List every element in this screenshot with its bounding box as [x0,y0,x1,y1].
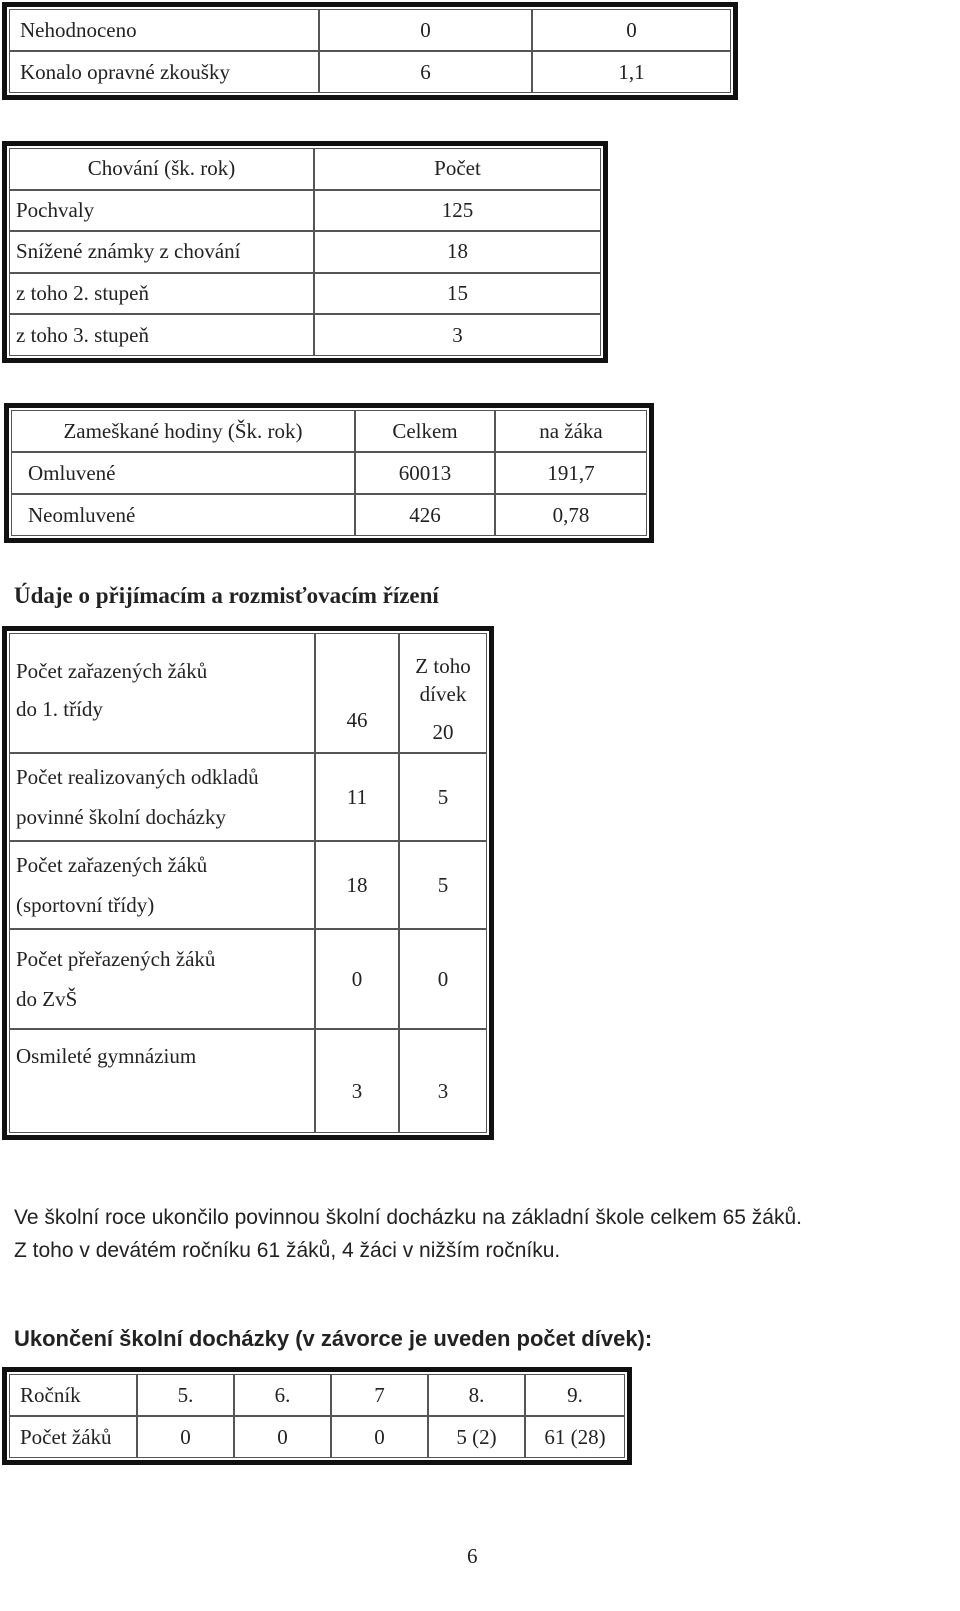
row-count: 125 [314,190,601,232]
girls-count: 20 [432,720,454,744]
row-header-cell: Ročník [9,1374,137,1416]
header-per: na žáka [495,410,647,452]
label-line: Počet přeřazených žáků [16,947,216,971]
label-line: Počet zařazených žáků [16,853,208,877]
row-label: z toho 2. stupeň [9,273,314,315]
header-label: Chování (šk. rok) [9,148,314,190]
absence-table [4,403,654,543]
row-girls: 3 [399,1029,487,1133]
row-count: 0 [315,929,399,1029]
admission-table [2,626,494,1140]
count-cell: 0 [137,1416,234,1458]
label-line: Počet realizovaných odkladů [16,765,259,789]
table-row [9,841,487,929]
admission-girls-cell [399,633,487,753]
row-per: 0,78 [495,494,647,536]
row-girls: 5 [399,841,487,929]
table-row [9,9,731,51]
row-count: 18 [315,841,399,929]
admission-first-label [9,633,315,753]
table-row [9,633,487,753]
row-per: 191,7 [495,452,647,494]
row-count: 6 [319,51,532,93]
behavior-table [2,141,608,363]
row-label [9,753,315,841]
table-row [9,753,487,841]
grade-cell: 6. [234,1374,331,1416]
row-count: 15 [314,273,601,315]
admission-first-count: 46 [315,633,399,753]
table-row [9,231,601,273]
grade-cell: 9. [525,1374,625,1416]
girls-header-line: dívek [419,682,467,706]
summary-line: Ve školní roce ukončilo povinnou školní docházku na základní škole celkem 65 žáků. [14,1206,802,1229]
evaluation-table [2,2,738,100]
grade-cell: 8. [428,1374,525,1416]
label-line: povinné školní docházky [16,805,226,829]
label-line: Počet zařazených žáků [16,659,208,683]
table-header-row [9,148,601,190]
row-girls: 5 [399,753,487,841]
row-girls: 0 [399,929,487,1029]
row-count: 11 [315,753,399,841]
grade-cell: 7 [331,1374,428,1416]
row-label: z toho 3. stupeň [9,314,314,356]
table-row [9,314,601,356]
header-label: Zameškané hodiny (Šk. rok) [11,410,355,452]
table-row [9,1029,487,1133]
row-count: 18 [314,231,601,273]
row-per: 0 [532,9,731,51]
admission-heading: Údaje o přijímacím a rozmisťovacím řízení [14,583,439,608]
completion-table [2,1367,632,1465]
page-number: 6 [467,1544,478,1568]
table-row [9,1416,625,1458]
row-label: Omluvené [11,452,355,494]
count-cell: 0 [331,1416,428,1458]
label-line: (sportovní třídy) [16,893,155,917]
table-row [9,273,601,315]
label-line: do 1. třídy [16,697,103,721]
row-count: 3 [314,314,601,356]
table-row [11,452,647,494]
completion-heading: Ukončení školní docházky (v závorce je uveden počet dívek): [14,1326,653,1351]
girls-header-line: Z toho [415,654,471,678]
count-cell: 61 (28) [525,1416,625,1458]
row-count: 0 [319,9,532,51]
header-total: Celkem [355,410,495,452]
count-cell: 0 [234,1416,331,1458]
row-label [9,841,315,929]
row-label [9,929,315,1029]
count-cell: 5 (2) [428,1416,525,1458]
table-header-row [11,410,647,452]
summary-paragraph [14,1201,802,1267]
table-row [9,51,731,93]
grade-cell: 5. [137,1374,234,1416]
row-label: Osmileté gymnázium [9,1029,315,1133]
header-count: Počet [314,148,601,190]
row-label: Pochvaly [9,190,314,232]
summary-line: Z toho v devátém ročníku 61 žáků, 4 žáci v nižším ročníku. [14,1239,561,1262]
row-label: Snížené známky z chování [9,231,314,273]
row-count: 3 [315,1029,399,1133]
row-total: 426 [355,494,495,536]
row-label: Nehodnoceno [9,9,319,51]
row-per: 1,1 [532,51,731,93]
table-row [9,190,601,232]
table-row [9,929,487,1029]
row-header-cell: Počet žáků [9,1416,137,1458]
row-total: 60013 [355,452,495,494]
row-label: Konalo opravné zkoušky [9,51,319,93]
row-label: Neomluvené [11,494,355,536]
label-line: do ZvŠ [16,987,78,1011]
table-row [9,1374,625,1416]
table-row [11,494,647,536]
